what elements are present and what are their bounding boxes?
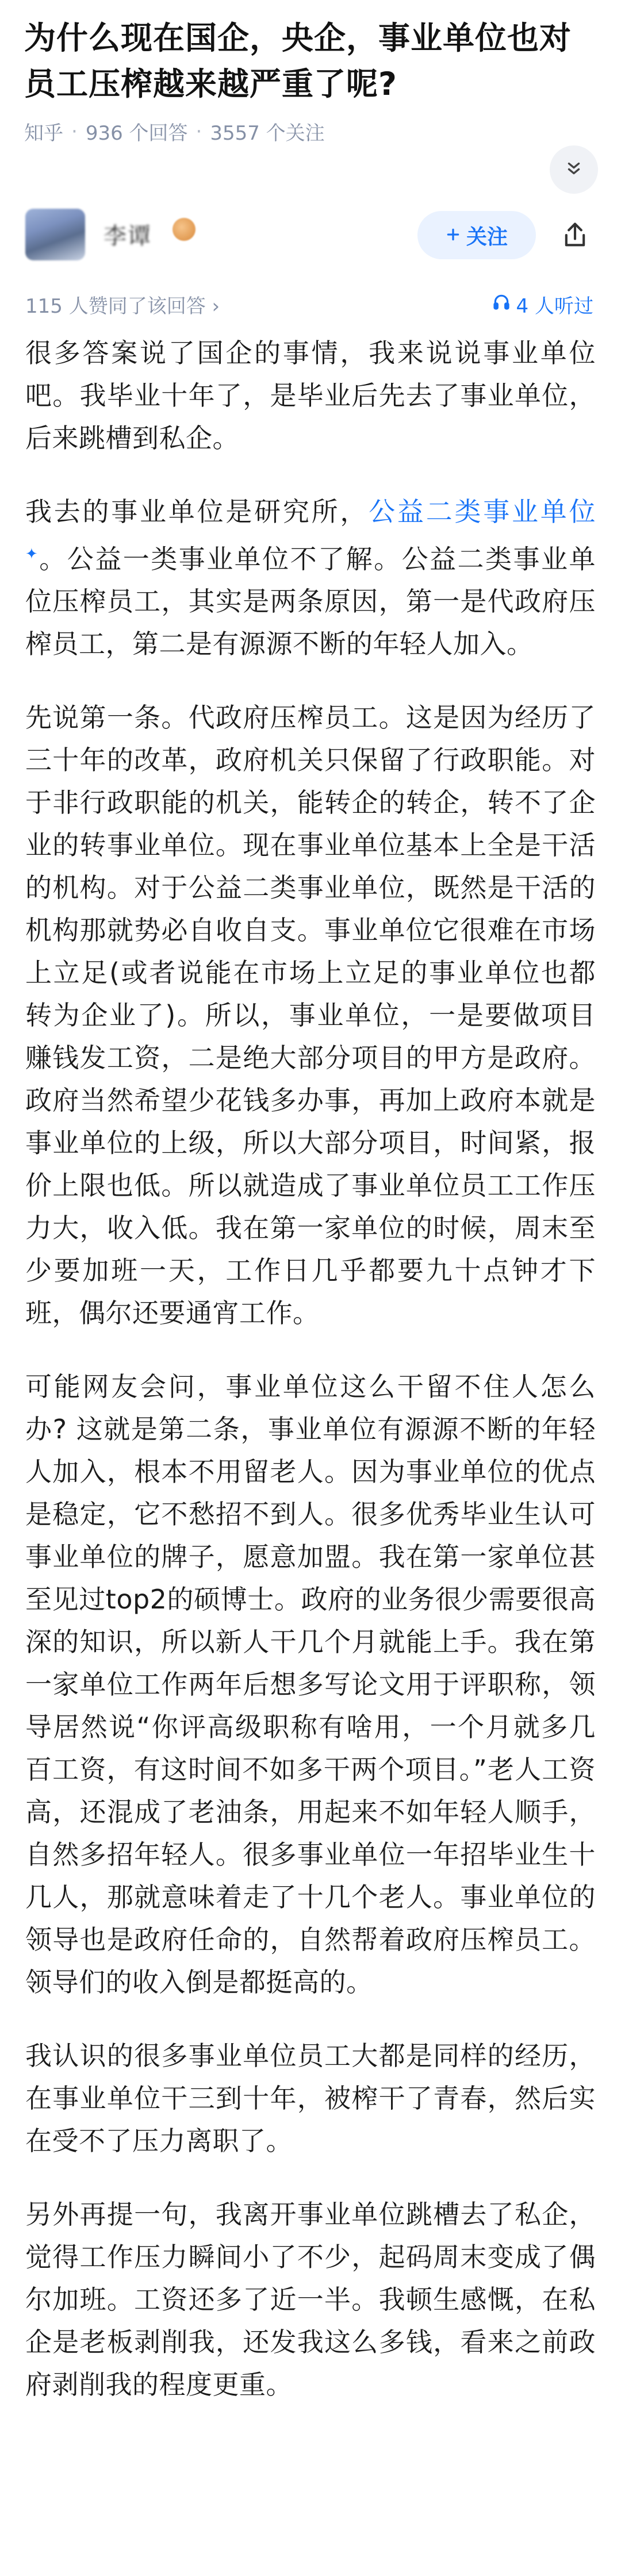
expand-button[interactable] <box>550 145 598 194</box>
keyword-link[interactable]: 公益二类事业单位 <box>369 496 596 527</box>
separator-dot: · <box>195 120 202 143</box>
answer-paragraph-4: 可能网友会问，事业单位这么干留不住人怎么办? 这就是第二条，事业单位有源源不断的年轻人加入，根本不用留老人。因为事业单位的优点是稳定，它不愁招不到人。很多优秀毕业生认可事业单位的牌子，愿意加盟。我在第一家单位甚至见过top2的硕博士。政府的业务很少需要很高深的知识，所以新人干几个月就能上手。我在第一家单位工作两年后想多写论文用于评职称，领导居然说“你评高级职称有啥用，一个月就多几百工资，有这时间不如多干两个项目。”老人工资高，还混成了老油条，用起来不如年轻人顺手，自然多招年轻人。很多事业单位一年招毕业生十几人，那就意味着走了十几个老人。事业单位的领导也是政府任命的，自然帮着政府压榨员工。领导们的收入倒是都挺高的。 <box>25 1371 596 1998</box>
listen-count[interactable] <box>492 290 593 318</box>
answer-paragraph-5: 我认识的很多事业单位员工大都是同样的经历，在事业单位干三到十年，被榨干了青春，然后实在受不了压力离职了。 <box>25 2040 596 2157</box>
headphones-icon <box>492 293 511 316</box>
question-title[interactable]: 为什么现在国企，央企，事业单位也对员工压榨越来越严重了呢? <box>24 20 572 102</box>
chevron-right-icon: › <box>212 295 220 318</box>
plus-icon <box>446 224 461 247</box>
separator-dot: · <box>71 120 78 143</box>
stats-row <box>0 286 621 323</box>
answer-paragraph-3: 先说第一条。代政府压榨员工。这是因为经历了三十年的改革，政府机关只保留了行政职能。对于非行政职能的机关，能转企的转企，转不了企业的转事业单位。现在事业单位基本上全是干活的机构。对于公益二类事业单位，既然是干活的机构那就势必自收自支。事业单位它很难在市场上立足(或者说能在市场上立足的事业单位也都转为企业了)。所以，事业单位，一是要做项目赚钱发工资，二是绝大部分项目的甲方是政府。政府当然希望少花钱多办事，再加上政府本就是事业单位的上级，所以大部分项目，时间紧，报价上限也低。所以就造成了事业单位员工工作压力大，收入低。我在第一家单位的时候，周末至少要加班一天，工作日几乎都要九十点钟才下班，偶尔还要通宵工作。 <box>25 702 596 1329</box>
author-name[interactable]: 李谭 <box>103 223 152 249</box>
chevron-double-down-icon <box>564 159 584 181</box>
site-name[interactable]: 知乎 <box>24 122 63 145</box>
follower-count: 3557 个关注 <box>210 122 325 145</box>
likes-summary[interactable] <box>25 290 220 318</box>
answer-paragraph-1: 很多答案说了国企的事情，我来说说事业单位吧。我毕业十年了，是毕业后先去了事业单位，后来跳槽到私企。 <box>25 337 596 454</box>
question-header <box>0 0 621 145</box>
likes-text: 115 人赞同了该回答 <box>25 295 206 318</box>
paragraph-text: 。公益一类事业单位不了解。公益二类事业单位压榨员工，其实是两条原因，第一是代政府压榨员工，第二是有源源不断的年轻人加入。 <box>25 543 596 660</box>
question-meta <box>24 117 597 145</box>
answer-paragraph-2 <box>25 490 596 665</box>
answer-count[interactable]: 936 个回答 <box>85 122 188 145</box>
avatar[interactable] <box>25 209 85 260</box>
answer-paragraph-6: 另外再提一句，我离开事业单位跳槽去了私企，觉得工作压力瞬间小了不少，起码周末变成了偶尔加班。工资还多了近一半。我顿生感慨，在私企是老板剥削我，还发我这么多钱，看来之前政府剥削我的程度更重。 <box>25 2199 596 2401</box>
paragraph-text: 我去的事业单位是研究所， <box>25 496 369 527</box>
answer-content <box>0 323 621 2406</box>
follow-button[interactable] <box>417 211 536 259</box>
author-badge-icon <box>172 218 195 241</box>
follow-label: 关注 <box>466 225 508 249</box>
author-row <box>0 203 621 272</box>
share-icon[interactable] <box>554 214 596 256</box>
sparkle-icon: ✦ <box>25 546 39 563</box>
expand-row <box>0 145 621 203</box>
listen-text: 4 人听过 <box>516 295 593 318</box>
